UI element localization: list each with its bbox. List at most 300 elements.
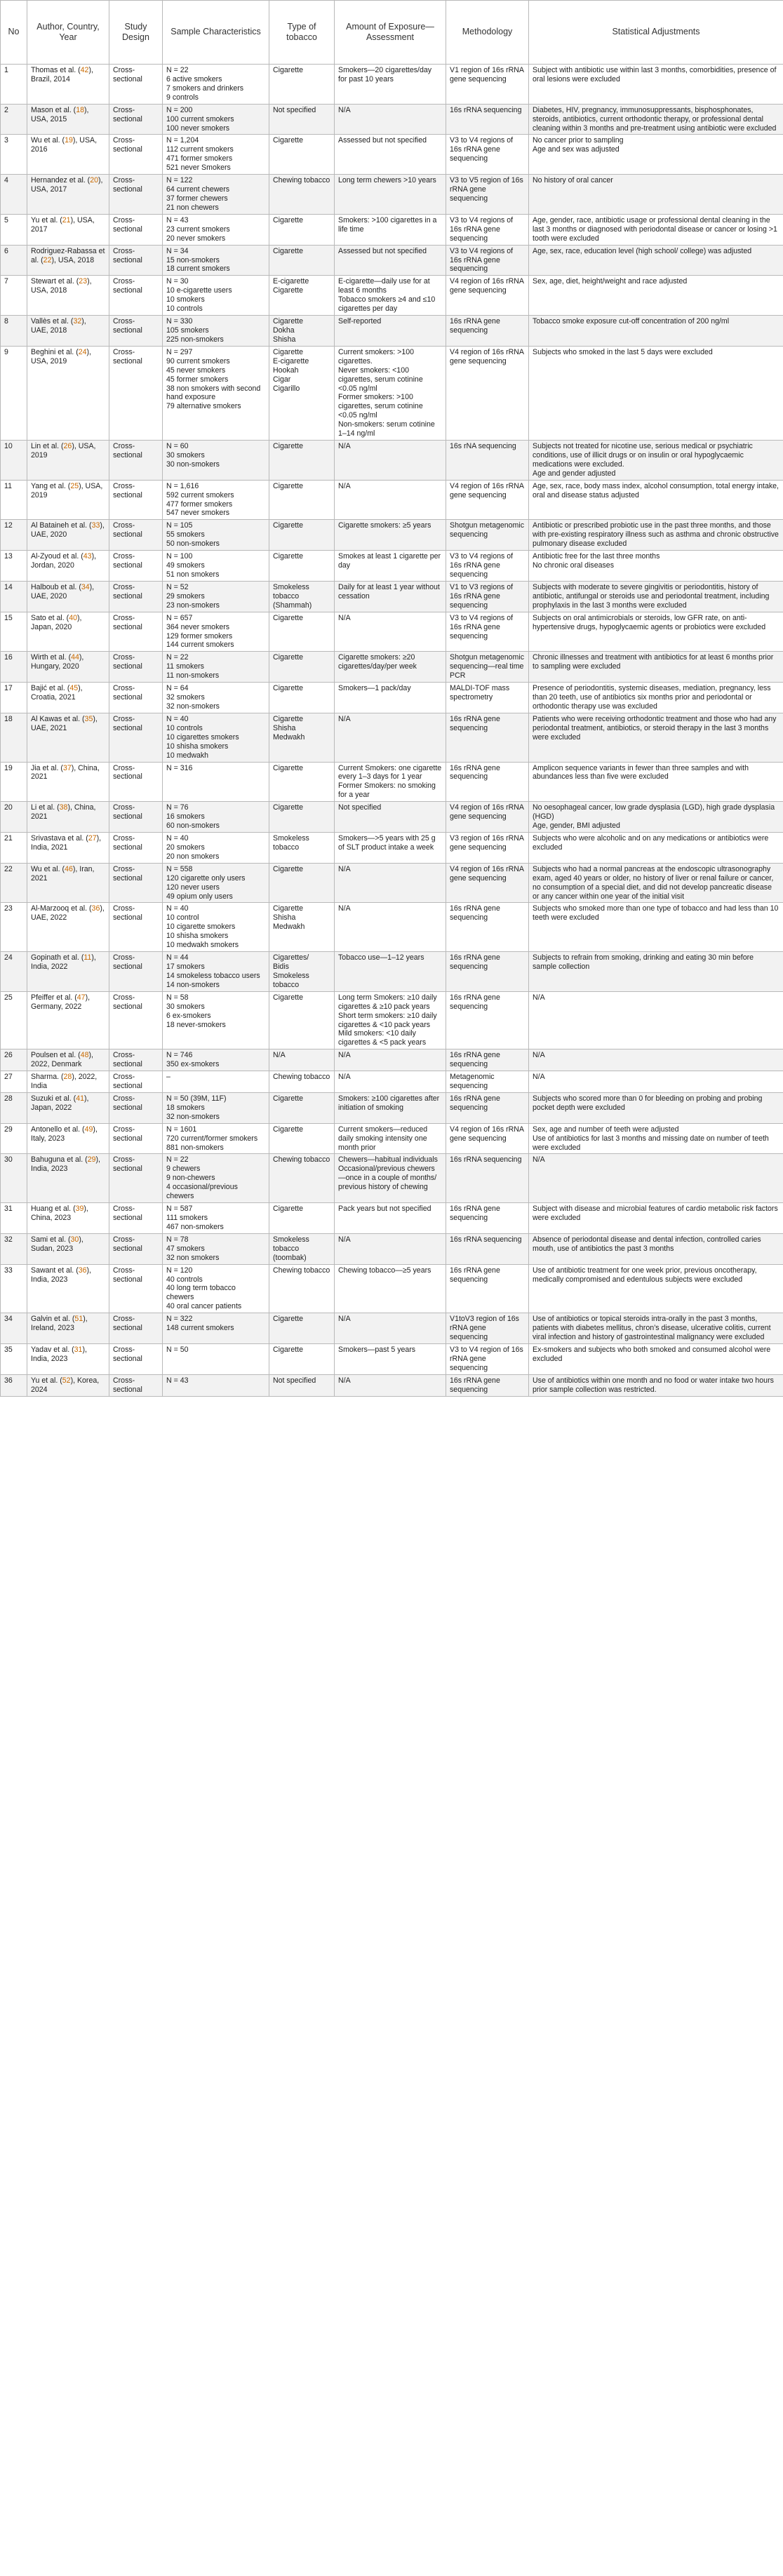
cell-author (27, 1203, 109, 1234)
exposure-assessment-line: Smokes at least 1 cigarette per day (338, 552, 441, 570)
citation-link[interactable]: 21 (62, 215, 71, 224)
author-text: Bahuguna et al. ( (31, 1155, 88, 1165)
sample-characteristics-line: 32 smokers (166, 693, 205, 702)
cell-no: 6 (1, 245, 27, 276)
tobacco-type-line: Cigarette (273, 1346, 303, 1354)
cell-study-design: Cross-sectional (109, 1264, 163, 1313)
cell-methodology (446, 1203, 529, 1234)
exposure-assessment-line: Smokers—1 pack/day (338, 684, 411, 693)
citation-link[interactable]: 28 (63, 1073, 72, 1082)
cell-sample-characteristics (163, 551, 269, 582)
statistical-adjustments-line: Subject with antibiotic use within last 3 months, comorbidities, presence of oral lesions were excluded (533, 66, 777, 83)
cell-methodology (446, 104, 529, 135)
citation-link[interactable]: 34 (81, 582, 90, 591)
cell-author (27, 762, 109, 802)
exposure-assessment-line: Chewing tobacco—≥5 years (338, 1266, 431, 1275)
cell-sample-characteristics (163, 1264, 269, 1313)
cell-methodology (446, 1264, 529, 1313)
sample-characteristics-line: 10 shisha smokers (166, 932, 229, 941)
citation-link[interactable]: 24 (78, 347, 87, 356)
cell-tobacco-type (269, 1374, 335, 1396)
exposure-assessment-line: Current Smokers: one cigarette every 1–3 days for 1 year (338, 763, 442, 781)
sample-characteristics-line: 477 former smokers (166, 499, 233, 509)
citation-link[interactable]: 29 (87, 1155, 96, 1165)
table-row (1, 1233, 783, 1264)
sample-characteristics-line: 40 controls (166, 1275, 203, 1284)
tobacco-type-line: Not specified (273, 105, 316, 114)
methodology-line: 16s rRNA sequencing (450, 105, 522, 114)
cell-exposure-assessment (335, 175, 446, 215)
cell-exposure-assessment (335, 441, 446, 481)
sample-characteristics-line: 49 smokers (166, 561, 205, 570)
methodology-line: V4 region of 16s rRNA gene sequencing (450, 277, 524, 295)
tobacco-type-line: Smokeless tobacco (273, 833, 309, 852)
cell-author (27, 245, 109, 276)
cell-methodology (446, 1092, 529, 1123)
author-text: ), India, 2021 (31, 833, 102, 852)
citation-link[interactable]: 30 (70, 1235, 79, 1244)
author-text: ), Japan, 2020 (31, 613, 82, 631)
author-text: ), 2022, Denmark (31, 1051, 93, 1069)
cell-tobacco-type (269, 520, 335, 551)
sample-characteristics-line: N = 40 (166, 904, 189, 913)
cell-statistical-adjustments (529, 581, 783, 612)
cell-author (27, 175, 109, 215)
table-row (1, 104, 783, 135)
statistical-adjustments-line: Antibiotic or prescribed probiotic use in the past three months, and those with pre-existing respiratory illness such as asthma and chronic obstructive pulmonary disease excluded (533, 521, 779, 549)
table-row (1, 1154, 783, 1203)
exposure-assessment-line: Smokers: ≥100 cigarettes after initiation of smoking (338, 1094, 440, 1112)
citation-link[interactable]: 45 (69, 684, 79, 693)
methodology-line: 16s rRNA gene sequencing (450, 993, 500, 1011)
citation-link[interactable]: 44 (71, 653, 79, 662)
tobacco-type-line: Smokeless tobacco (Shammah) (273, 582, 312, 610)
tobacco-type-line: Cigarette (273, 1315, 303, 1324)
author-text: ), China, 2021 (31, 803, 96, 821)
cell-tobacco-type (269, 713, 335, 762)
cell-no: 32 (1, 1233, 27, 1264)
cell-exposure-assessment (335, 214, 446, 245)
cell-statistical-adjustments (529, 441, 783, 481)
cell-study-design: Cross-sectional (109, 1154, 163, 1203)
sample-characteristics-line: 881 non-smokers (166, 1143, 224, 1152)
cell-exposure-assessment (335, 346, 446, 440)
cell-exposure-assessment (335, 652, 446, 683)
methodology-line: 16s rNA sequencing (450, 442, 516, 451)
cell-tobacco-type (269, 551, 335, 582)
citation-link[interactable]: 26 (63, 442, 72, 451)
methodology-line: 16s rRNA gene sequencing (450, 317, 500, 335)
sample-characteristics-line: 9 chewers (166, 1165, 201, 1174)
cell-no: 1 (1, 65, 27, 105)
author-text: ), USA, 2017 (31, 215, 95, 234)
cell-exposure-assessment (335, 520, 446, 551)
sample-characteristics-line: 60 non-smokers (166, 821, 220, 831)
tobacco-type-line: Cigarette (273, 864, 303, 873)
cell-methodology (446, 683, 529, 713)
statistical-adjustments-line: Subject with disease and microbial features of cardio metabolic risk factors were excluded (533, 1205, 778, 1223)
cell-author (27, 1154, 109, 1203)
statistical-adjustments-line: Age, gender, race, antibiotic usage or professional dental cleaning in the last 3 months or diagnosed with periodontal disease or cancer or losing >1 tooth were excluded (533, 215, 777, 243)
cell-no: 4 (1, 175, 27, 215)
sample-characteristics-line: 10 medwakh (166, 751, 209, 760)
author-text: ), Brazil, 2014 (31, 66, 93, 83)
cell-sample-characteristics (163, 991, 269, 1049)
cell-tobacco-type (269, 863, 335, 903)
sample-characteristics-line: 100 never smokers (166, 123, 230, 133)
citation-link[interactable]: 47 (76, 993, 86, 1002)
sample-characteristics-line: 30 smokers (166, 450, 205, 459)
citation-link[interactable]: 33 (91, 521, 100, 530)
cell-methodology (446, 175, 529, 215)
cell-sample-characteristics (163, 104, 269, 135)
statistical-adjustments-line: Subjects with moderate to severe gingivitis or periodontitis, history of antibiotic, antifungal or steroids use and periodontal treatment, including prophylaxis in the last 3 months were excluded (533, 582, 770, 610)
cell-no: 12 (1, 520, 27, 551)
sample-characteristics-line: N = 22 (166, 1155, 189, 1165)
author-text: ), USA, 2019 (31, 442, 96, 459)
citation-link[interactable]: 51 (74, 1315, 83, 1324)
cell-sample-characteristics (163, 175, 269, 215)
cell-statistical-adjustments (529, 551, 783, 582)
author-text: ), Hungary, 2020 (31, 653, 84, 671)
sample-characteristics-line: 18 smokers (166, 1103, 205, 1112)
sample-characteristics-line: 10 cigarettes smokers (166, 732, 239, 742)
cell-methodology (446, 713, 529, 762)
cell-methodology (446, 832, 529, 863)
author-text: Stewart et al. ( (31, 277, 79, 286)
cell-statistical-adjustments (529, 1374, 783, 1396)
cell-exposure-assessment (335, 65, 446, 105)
tobacco-type-line: Cigarette (273, 714, 303, 723)
sample-characteristics-line: N = 1,616 (166, 481, 199, 490)
exposure-assessment-line: Tobacco use—1–12 years (338, 953, 424, 962)
header-sample: Sample Characteristics (163, 1, 269, 65)
statistical-adjustments-line: Use of antibiotics within one month and no food or water intake two hours prior sample collection was restricted. (533, 1376, 774, 1394)
exposure-assessment-line: N/A (338, 864, 351, 873)
cell-study-design: Cross-sectional (109, 683, 163, 713)
table-row (1, 1071, 783, 1093)
cell-no: 28 (1, 1092, 27, 1123)
cell-methodology (446, 863, 529, 903)
cell-tobacco-type (269, 1071, 335, 1093)
cell-tobacco-type (269, 245, 335, 276)
author-text: Rodriguez-Rabassa et al. ( (31, 246, 105, 264)
cell-methodology (446, 1233, 529, 1264)
author-text: ), UAE, 2020 (31, 521, 105, 539)
author-text: ), Croatia, 2021 (31, 684, 83, 702)
citation-link[interactable]: 48 (80, 1051, 89, 1060)
sample-characteristics-line: 49 opium only users (166, 892, 233, 901)
table-row (1, 175, 783, 215)
sample-characteristics-line: 40 oral cancer patients (166, 1302, 242, 1311)
cell-statistical-adjustments (529, 832, 783, 863)
citation-link[interactable]: 36 (78, 1266, 87, 1275)
sample-characteristics-line: N = 587 (166, 1205, 193, 1214)
sample-characteristics-line: 47 smokers (166, 1244, 205, 1253)
cell-study-design: Cross-sectional (109, 214, 163, 245)
cell-author (27, 65, 109, 105)
statistical-adjustments-line: Subjects who were alcoholic and on any medications or antibiotics were excluded (533, 833, 769, 852)
sample-characteristics-line: 10 medwakh smokers (166, 941, 239, 950)
citation-link[interactable]: 42 (80, 66, 89, 74)
cell-exposure-assessment (335, 480, 446, 520)
cell-methodology (446, 135, 529, 175)
statistical-adjustments-line: Absence of periodontal disease and dental infection, controlled caries mouth, use of antibiotics the past 3 months (533, 1235, 761, 1253)
author-text: Sato et al. ( (31, 613, 69, 622)
author-text: ), Korea, 2024 (31, 1376, 100, 1394)
table-row (1, 863, 783, 903)
citation-link[interactable]: 46 (65, 864, 73, 873)
cell-methodology (446, 346, 529, 440)
author-text: Sawant et al. ( (31, 1266, 79, 1275)
cell-methodology (446, 1154, 529, 1203)
sample-characteristics-line: 20 smokers (166, 843, 205, 852)
cell-sample-characteristics (163, 480, 269, 520)
author-text: ), Iran, 2021 (31, 864, 95, 883)
cell-exposure-assessment (335, 1374, 446, 1396)
methodology-line: V4 region of 16s rRNA gene sequencing (450, 481, 524, 499)
author-text: Yu et al. ( (31, 215, 62, 224)
author-text: Huang et al. ( (31, 1205, 76, 1214)
statistical-adjustments-line: Use of antibiotic treatment for one week prior, previous oncotherapy, medically compromised and edentulous subjects were excluded (533, 1266, 757, 1284)
cell-exposure-assessment (335, 713, 446, 762)
author-text: Al Bataineh et al. ( (31, 521, 92, 530)
citation-link[interactable]: 18 (76, 105, 84, 114)
sample-characteristics-line: N = 558 (166, 864, 193, 873)
statistical-adjustments-line: No cancer prior to sampling (533, 136, 624, 145)
citation-link[interactable]: 52 (62, 1376, 71, 1385)
methodology-line: V1 region of 16s rRNA gene sequencing (450, 66, 524, 83)
sample-characteristics-line: N = 105 (166, 521, 193, 530)
exposure-assessment-line: Former Smokers: no smoking for a year (338, 781, 436, 800)
cell-no: 17 (1, 683, 27, 713)
tobacco-type-line: Dokha (273, 326, 295, 335)
sample-characteristics-line: N = 50 (166, 1346, 189, 1354)
methodology-line: V1 to V3 regions of 16s rRNA gene sequencing (450, 582, 514, 610)
citation-link[interactable]: 19 (65, 136, 73, 145)
citation-link[interactable]: 31 (74, 1346, 83, 1354)
tobacco-type-line: Smokeless tobacco (toombak) (273, 1235, 309, 1262)
cell-study-design: Cross-sectional (109, 1344, 163, 1375)
tobacco-type-line: Medwakh (273, 923, 305, 932)
cell-statistical-adjustments (529, 1123, 783, 1154)
tobacco-type-line: Cigarette (273, 286, 303, 295)
cell-author (27, 952, 109, 992)
citation-link[interactable]: 23 (79, 277, 88, 286)
cell-no: 19 (1, 762, 27, 802)
cell-exposure-assessment (335, 1071, 446, 1093)
citation-link[interactable]: 20 (90, 176, 99, 185)
cell-exposure-assessment (335, 276, 446, 316)
statistical-adjustments-line: Age, sex, race, body mass index, alcohol consumption, total energy intake, oral and disease status adjusted (533, 481, 779, 499)
tobacco-type-line: Cigarette (273, 993, 303, 1002)
cell-statistical-adjustments (529, 652, 783, 683)
cell-author (27, 135, 109, 175)
cell-study-design: Cross-sectional (109, 316, 163, 347)
cell-sample-characteristics (163, 832, 269, 863)
sample-characteristics-line: N = 78 (166, 1235, 189, 1244)
methodology-line: 16s rRNA gene sequencing (450, 953, 500, 971)
cell-study-design: Cross-sectional (109, 802, 163, 833)
sample-characteristics-line: N = 30 (166, 277, 189, 286)
author-text: ), Ireland, 2023 (31, 1315, 88, 1333)
exposure-assessment-line: Non-smokers: serum cotinine 1–14 ng/ml (338, 420, 435, 438)
cell-exposure-assessment (335, 1154, 446, 1203)
citation-link[interactable]: 38 (59, 803, 68, 812)
author-text: ), China, 2021 (31, 763, 100, 781)
sample-characteristics-line: 64 current chewers (166, 185, 230, 194)
cell-no: 36 (1, 1374, 27, 1396)
statistical-adjustments-line: No oesophageal cancer, low grade dysplasia (LGD), high grade dysplasia (HGD) (533, 803, 775, 821)
author-text: ), UAE, 2022 (31, 904, 105, 923)
cell-no: 29 (1, 1123, 27, 1154)
cell-sample-characteristics (163, 1092, 269, 1123)
citation-link[interactable]: 22 (43, 255, 52, 264)
statistical-adjustments-line: Chronic illnesses and treatment with antibiotics for at least 6 months prior to sampling were excluded (533, 653, 774, 671)
table-row (1, 520, 783, 551)
cell-no: 30 (1, 1154, 27, 1203)
cell-sample-characteristics (163, 1233, 269, 1264)
statistical-adjustments-line: Age and gender adjusted (533, 469, 616, 478)
cell-exposure-assessment (335, 551, 446, 582)
author-text: Wu et al. ( (31, 864, 65, 873)
sample-characteristics-line: N = 100 (166, 552, 193, 561)
methodology-line: V4 region of 16s rRNA gene sequencing (450, 803, 524, 821)
author-text: Vallès et al. ( (31, 317, 74, 326)
cell-no: 31 (1, 1203, 27, 1234)
sample-characteristics-line: N = 34 (166, 246, 189, 255)
cell-sample-characteristics (163, 1123, 269, 1154)
cell-exposure-assessment (335, 1123, 446, 1154)
sample-characteristics-line: N = 1,204 (166, 136, 199, 145)
sample-characteristics-line: 225 non-smokers (166, 335, 224, 344)
tobacco-type-line: Cigarette (273, 684, 303, 693)
sample-characteristics-line: 15 non-smokers (166, 255, 220, 264)
cell-no: 11 (1, 480, 27, 520)
cell-study-design: Cross-sectional (109, 762, 163, 802)
sample-characteristics-line: N = 44 (166, 953, 189, 962)
cell-methodology (446, 903, 529, 952)
tobacco-type-line: Cigarette (273, 653, 303, 662)
statistical-adjustments-line: N/A (533, 1051, 545, 1060)
cell-author (27, 1233, 109, 1264)
tobacco-type-line: Medwakh (273, 732, 305, 742)
sample-characteristics-line: N = 60 (166, 442, 189, 451)
table-row (1, 135, 783, 175)
cell-statistical-adjustments (529, 1049, 783, 1071)
tobacco-type-line: E-cigarette (273, 356, 309, 365)
cell-methodology (446, 65, 529, 105)
author-text: Jia et al. ( (31, 763, 63, 772)
cell-statistical-adjustments (529, 991, 783, 1049)
author-text: Galvin et al. ( (31, 1315, 75, 1324)
cell-sample-characteristics (163, 1344, 269, 1375)
sample-characteristics-line: 17 smokers (166, 962, 205, 971)
author-text: ), USA, 2016 (31, 136, 98, 154)
citation-link[interactable]: 43 (83, 552, 92, 561)
statistical-adjustments-line: No history of oral cancer (533, 176, 613, 185)
cell-study-design: Cross-sectional (109, 1233, 163, 1264)
exposure-assessment-line: N/A (338, 904, 351, 913)
author-text: Thomas et al. ( (31, 66, 81, 74)
statistical-adjustments-line: Subjects to refrain from smoking, drinking and eating 30 min before sample collection (533, 953, 754, 971)
sample-characteristics-line: 18 never-smokers (166, 1020, 226, 1029)
citation-link[interactable]: 36 (91, 904, 100, 913)
cell-statistical-adjustments (529, 863, 783, 903)
cell-author (27, 276, 109, 316)
author-text: Poulsen et al. ( (31, 1051, 81, 1060)
cell-tobacco-type (269, 581, 335, 612)
sample-characteristics-line: 10 e-cigarette users (166, 286, 232, 295)
methodology-line: V3 to V4 regions of 16s rRNA gene sequencing (450, 136, 514, 163)
sample-characteristics-line: 521 never Smokers (166, 163, 231, 173)
tobacco-type-line: Cigarette (273, 1094, 303, 1103)
cell-no: 34 (1, 1313, 27, 1344)
table-row (1, 1374, 783, 1396)
citation-link[interactable]: 35 (84, 714, 93, 723)
cell-tobacco-type (269, 135, 335, 175)
cell-tobacco-type (269, 832, 335, 863)
exposure-assessment-line: N/A (338, 1051, 351, 1060)
table-body (1, 65, 783, 1397)
author-text: ), China, 2023 (31, 1205, 88, 1223)
cell-statistical-adjustments (529, 520, 783, 551)
tobacco-type-line: Cigarette (273, 763, 303, 772)
sample-characteristics-line: 20 non smokers (166, 852, 220, 861)
cell-exposure-assessment (335, 1092, 446, 1123)
cell-tobacco-type (269, 952, 335, 992)
cell-statistical-adjustments (529, 952, 783, 992)
citation-link[interactable]: 27 (88, 833, 97, 843)
cell-author (27, 1264, 109, 1313)
cell-tobacco-type (269, 903, 335, 952)
cell-no: 27 (1, 1071, 27, 1093)
cell-statistical-adjustments (529, 65, 783, 105)
tobacco-type-line: Shisha (273, 723, 296, 732)
cell-no: 16 (1, 652, 27, 683)
sample-characteristics-line: 14 non-smokers (166, 980, 220, 989)
table-row (1, 991, 783, 1049)
methodology-line: V1toV3 region of 16s rRNA gene sequencing (450, 1315, 519, 1342)
cell-statistical-adjustments (529, 276, 783, 316)
citation-link[interactable]: 25 (70, 481, 79, 490)
sample-characteristics-line: 467 non-smokers (166, 1222, 224, 1231)
sample-characteristics-line: 9 non-chewers (166, 1174, 215, 1183)
exposure-assessment-line: Cigarette smokers: ≥20 cigarettes/day/per week (338, 653, 417, 671)
citation-link[interactable]: 37 (62, 763, 72, 772)
author-text: Wirth et al. ( (31, 653, 72, 662)
citation-link[interactable]: 49 (84, 1125, 93, 1134)
statistical-adjustments-line: Age, sex, race, education level (high school/ college) was adjusted (533, 246, 752, 255)
cell-methodology (446, 581, 529, 612)
exposure-assessment-line: Never smokers: <100 cigarettes, serum cotinine <0.05 ng/ml (338, 365, 423, 393)
citation-link[interactable]: 40 (69, 613, 77, 622)
tobacco-type-line: Cigarette (273, 215, 303, 224)
citation-link[interactable]: 41 (76, 1094, 84, 1103)
exposure-assessment-line: Short term smokers: ≥10 daily cigarettes & <10 pack years (338, 1011, 437, 1029)
cell-methodology (446, 802, 529, 833)
author-text: ), Jordan, 2020 (31, 552, 97, 570)
citation-link[interactable]: 32 (73, 317, 82, 326)
author-text: Sami et al. ( (31, 1235, 71, 1244)
tobacco-type-line: Shisha (273, 335, 296, 344)
header-tobacco: Type of tobacco (269, 1, 335, 65)
cell-exposure-assessment (335, 1344, 446, 1375)
exposure-assessment-line: Former smokers: >100 cigarettes, serum cotinine <0.05 ng/ml (338, 393, 423, 420)
cell-sample-characteristics (163, 1049, 269, 1071)
citation-link[interactable]: 11 (83, 953, 92, 962)
citation-link[interactable]: 39 (75, 1205, 84, 1214)
